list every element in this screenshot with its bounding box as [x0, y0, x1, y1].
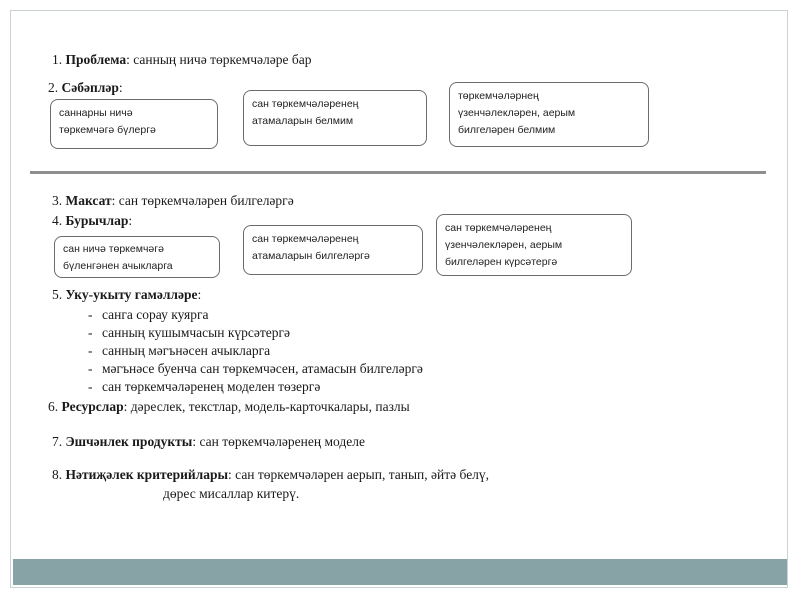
product-text: : сан төркемчәләренең моделе [192, 434, 365, 449]
list-item: - санга сорау куярга [88, 307, 209, 322]
list-item: - мәгънәсе буенча сан төркемчәсен, атамасын билгеләргә [88, 361, 423, 376]
product-label: Эшчәнлек продукты [65, 434, 193, 449]
list-item: - санның мәгънәсен ачыкларга [88, 343, 271, 358]
goal-line [52, 193, 294, 209]
task-box-3: сан төркемчәләренең үзенчәлекләрен, аерым билгеләрен күрсәтергә [436, 214, 632, 276]
activities-number: 5. [52, 287, 63, 302]
causes-heading [48, 80, 123, 96]
product-line [52, 434, 365, 450]
cause-box-1: саннарны ничә төркемчәгә бүлергә [50, 99, 218, 149]
causes-number: 2. [48, 80, 59, 95]
goal-label: Максат [65, 193, 112, 208]
tasks-colon: : [128, 213, 133, 228]
product-number: 7. [52, 434, 63, 449]
task-box-1: сан ничә төркемчәгә бүленгәнен ачыкларга [54, 236, 220, 278]
resources-line [48, 399, 410, 415]
tasks-number: 4. [52, 213, 63, 228]
criteria-number: 8. [52, 467, 63, 482]
causes-label: Сәбәпләр [61, 80, 119, 95]
section-divider [30, 171, 766, 174]
criteria-label: Нәтиҗәлек критерийлары [65, 467, 229, 482]
problem-line [52, 52, 312, 68]
list-item: - сан төркемчәләренең моделен төзергә [88, 379, 321, 394]
criteria-text: : сан төркемчәләрен аерып, танып, әйтә белү, [228, 467, 490, 482]
task-box-2: сан төркемчәләренең атамаларын билгеләргә [243, 225, 423, 275]
cause-box-3: төркемчәләрнең үзенчәлекләрен, аерым билгеләрен белмим [449, 82, 649, 147]
tasks-label: Бурычлар [65, 213, 129, 228]
resources-text: : дәреслек, текстлар, модель-карточкалары, пазлы [123, 399, 410, 414]
resources-number: 6. [48, 399, 59, 414]
tasks-heading [52, 213, 132, 229]
list-item: - санның кушымчасын күрсәтергә [88, 325, 291, 340]
criteria-line [52, 467, 489, 483]
activities-heading [52, 287, 201, 303]
goal-number: 3. [52, 193, 63, 208]
activities-colon: : [197, 287, 202, 302]
activities-list [88, 306, 423, 396]
cause-box-2: сан төркемчәләренең атамаларын белмим [243, 90, 427, 146]
criteria-line-2: дөрес мисаллар китерү. [163, 486, 300, 501]
problem-text: : санның ничә төркемчәләре бар [126, 52, 312, 67]
resources-label: Ресурслар [61, 399, 124, 414]
footer-band [13, 559, 787, 585]
activities-label: Уку-укыту гамәлләре [65, 287, 198, 302]
problem-number: 1. [52, 52, 63, 67]
causes-colon: : [118, 80, 123, 95]
goal-text: : сан төркемчәләрен билгеләргә [111, 193, 294, 208]
problem-label: Проблема [65, 52, 127, 67]
